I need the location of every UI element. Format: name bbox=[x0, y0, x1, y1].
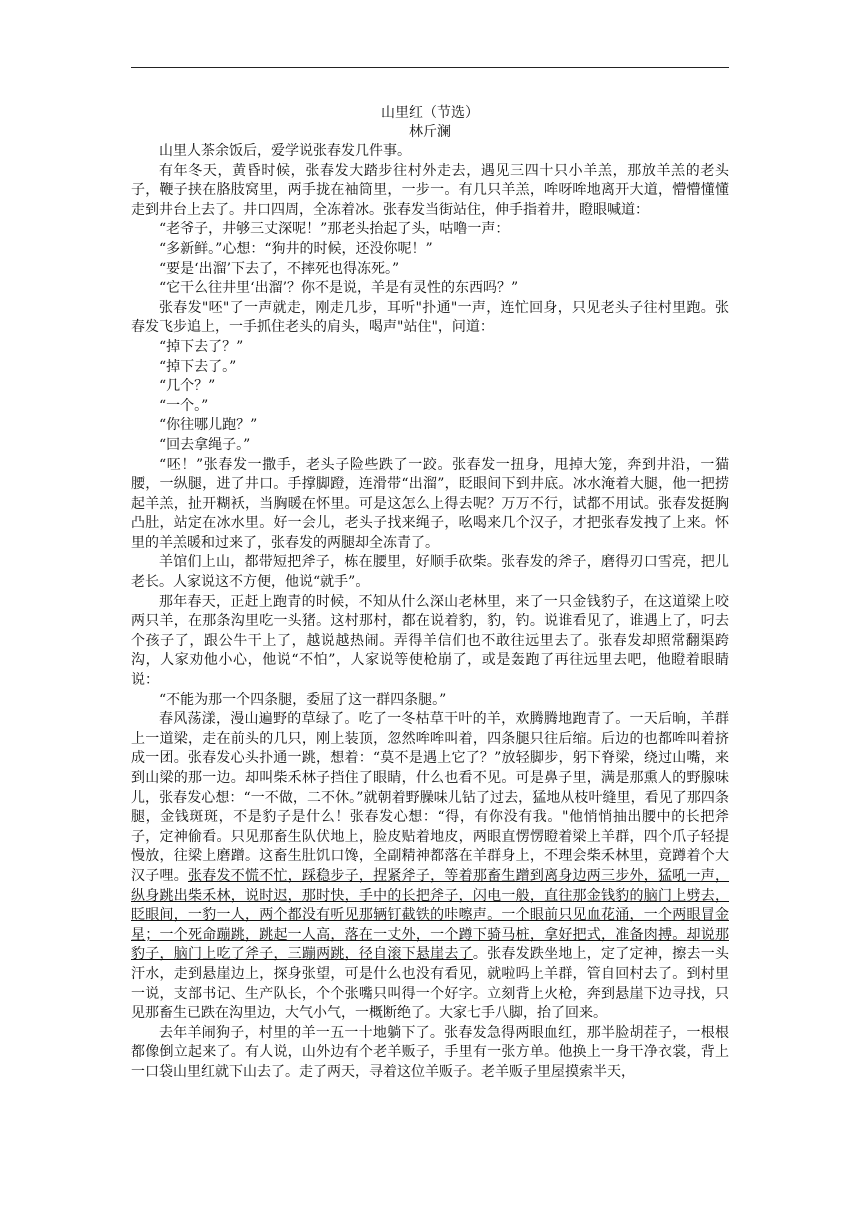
paragraph: “一个。” bbox=[159, 397, 209, 414]
paragraph: 去年羊闹狗子，村里的羊一五一十地躺下了。张春发急得两眼血红，那半脸胡茬子，一根根都像倒立起来了。有人说，山外边有个老羊贩子，手里有一张方单。他换上一身干净衣裳，背上一口袋山里红就下山去了。走了两天，寻着这位羊贩子。老羊贩子里屋摸索半天， bbox=[131, 1024, 729, 1080]
paragraph: 张春发"呸"了一声就走，刚走几步，耳听"扑通"一声，连忙回身，只见老头子往村里跑。张春发飞步追上，一手抓住老头的肩头，喝声"站住"，问道： bbox=[131, 299, 729, 336]
paragraph: “它干么往井里‘出溜’？你不是说，羊是有灵性的东西吗？” bbox=[159, 280, 519, 297]
paragraph: 羊馆们上山，都带短把斧子，栋在腰里，好顺手砍柴。张春发的斧子，磨得刃口雪亮，把儿老长。人家说这不方便，他说“就手”。 bbox=[131, 554, 729, 591]
body-text bbox=[131, 142, 729, 1083]
paragraph: “回去拿绳子。” bbox=[159, 436, 251, 453]
paragraph-text: 春风荡漾，漫山遍野的草绿了。吃了一冬枯草干叶的羊，欢腾腾地跑青了。一天后晌，羊群上一道梁，走在前头的几只，刚上装顶，忽然哞哞叫着，四条腿只往后缩。后边的也都哞叫着挤成一团。张春发心头扑通一跳，想着：“莫不是遇上它了？”放轻脚步，躬下脊梁，绕过山嘴，来到山梁的那一边。却叫柴禾林子挡住了眼睛，什么也看不见。可是鼻子里，满是那熏人的野腺味儿，张春发心想：“一不做，二不休。”就朝着野臊味儿钻了过去，猛地从枝叶缝里，看见了那四条腿，金钱斑斑，不是豹子是什么！张春发心想：“得，有你没有我。"他悄悄抽出腰中的长把斧子，定神偷看。只见那畜生队伏地上，脸皮贴着地皮，两眼直愣愣瞪着梁上羊群，四个爪子轻提慢放，往梁上磨蹭。这畜生肚饥口馋，全副精神都落在羊群身上，不理会柴禾林里，竟蹲着个大汉子哩。 bbox=[131, 711, 729, 884]
paragraph bbox=[131, 710, 729, 1024]
paragraph: “老爷子，井够三丈深呢！”那老头抬起了头，咕噜一声： bbox=[159, 221, 510, 238]
paragraph: 山里人茶余饭后，爱学说张春发几件事。 bbox=[159, 143, 411, 159]
document-page bbox=[131, 104, 729, 1083]
paragraph: “呸！”张春发一撒手，老头子险些跌了一跤。张春发一扭身，甩掉大笼，奔到井沿，一猫腰，一纵腿，进了井口。手撑脚蹬，连滑带“出溜”，眨眼间下到井底。冰水淹着大腿，他一把捞起羊羔，扯开糊袄，当胸暖在怀里。可是这怎么上得去呢？万万不行，试都不用试。张春发挺胸凸肚，站定在冰水里。好一会儿，老头子找来绳子，吆喝来几个汉子，才把张春发拽了上来。怀里的羊羔暖和过来了，张春发的两腿却全冻青了。 bbox=[131, 456, 729, 551]
paragraph: “掉下去了？” bbox=[159, 338, 244, 355]
paragraph: “不能为那一个四条腿，委屈了这一群四条腿。” bbox=[159, 691, 447, 708]
paragraph: “多新鲜。”心想：“狗井的时候，还没你呢！” bbox=[159, 240, 433, 257]
paragraph: “你往哪儿跑？” bbox=[159, 417, 258, 434]
header-rule bbox=[131, 67, 729, 68]
paragraph: 那年春天，正赶上跑青的时候，不知从什么深山老林里，来了一只金钱豹子，在这道梁上咬两只羊，在那条沟里吃一头猪。这村那村，都在说着豹，豹，钓。说谁看见了，谁遇上了，叼去个孩子了，跟公牛干上了，越说越热闹。弄得羊信们也不敢往远里去了。张春发却照常翻渠跨沟，人家劝他小心，他说“不怕”，人家说等使枪崩了，或是轰跑了再往远里去吧，他瞪着眼睛说： bbox=[131, 593, 729, 689]
paragraph-text: 。张春发跌坐地上，定了定神，擦去一头汗水，走到悬崖边上，探身张望，可是什么也没有看见，就啦吗上羊群，管自回村去了。到村里一说，支部书记、生产队长，个个张嘴只叫得一个好字。立刻背上火枪，奔到悬崖下边寻找，只见那畜生已跌在沟里边，大气小气，一概断绝了。大家七手八脚，抬了回来。 bbox=[131, 946, 730, 1022]
document-title: 山里红（节选） bbox=[381, 105, 479, 121]
paragraph: “掉下去了。” bbox=[159, 358, 237, 375]
underlined-passage: 张春发不慌不忙，踩稳步子，捏紧斧子，等着那畜生蹭到离身边两三步外，猛吼一声，纵身跳出柴禾林，说时迟，那时快，手中的长把斧子，闪电一般，直往那金钱豹的脑门上劈去，眨眼间，一豹一人，两个都没有听见那辆钉截铁的咔嚓声。一个眼前只见血花涌，一个两眼冒金星；一个死命蹦跳，跳起一人高，落在一丈外，一个蹲下骑马桩，拿好把式，准备肉搏。却说那豹子，脑门上吃了斧子，三蹦两跳，径自滚下悬崖去了 bbox=[131, 867, 730, 963]
paragraph: 有年冬天，黄昏时候，张春发大踏步往村外走去，遇见三四十只小羊羔，那放羊羔的老头子，鞭子挟在胳肢窝里，两手拢在袖筒里，一步一。有几只羊羔，哞呀哞地离开大道，懵懵懂懂走到井台上去了。井口四周，全冻着冰。张春发当街站住，伸手指着井，瞪眼喊道： bbox=[131, 162, 729, 218]
paragraph: “要是‘出溜’下去了，不摔死也得冻死。” bbox=[159, 260, 400, 277]
author-name: 林斤澜 bbox=[409, 124, 451, 140]
paragraph: “几个？” bbox=[159, 378, 216, 395]
